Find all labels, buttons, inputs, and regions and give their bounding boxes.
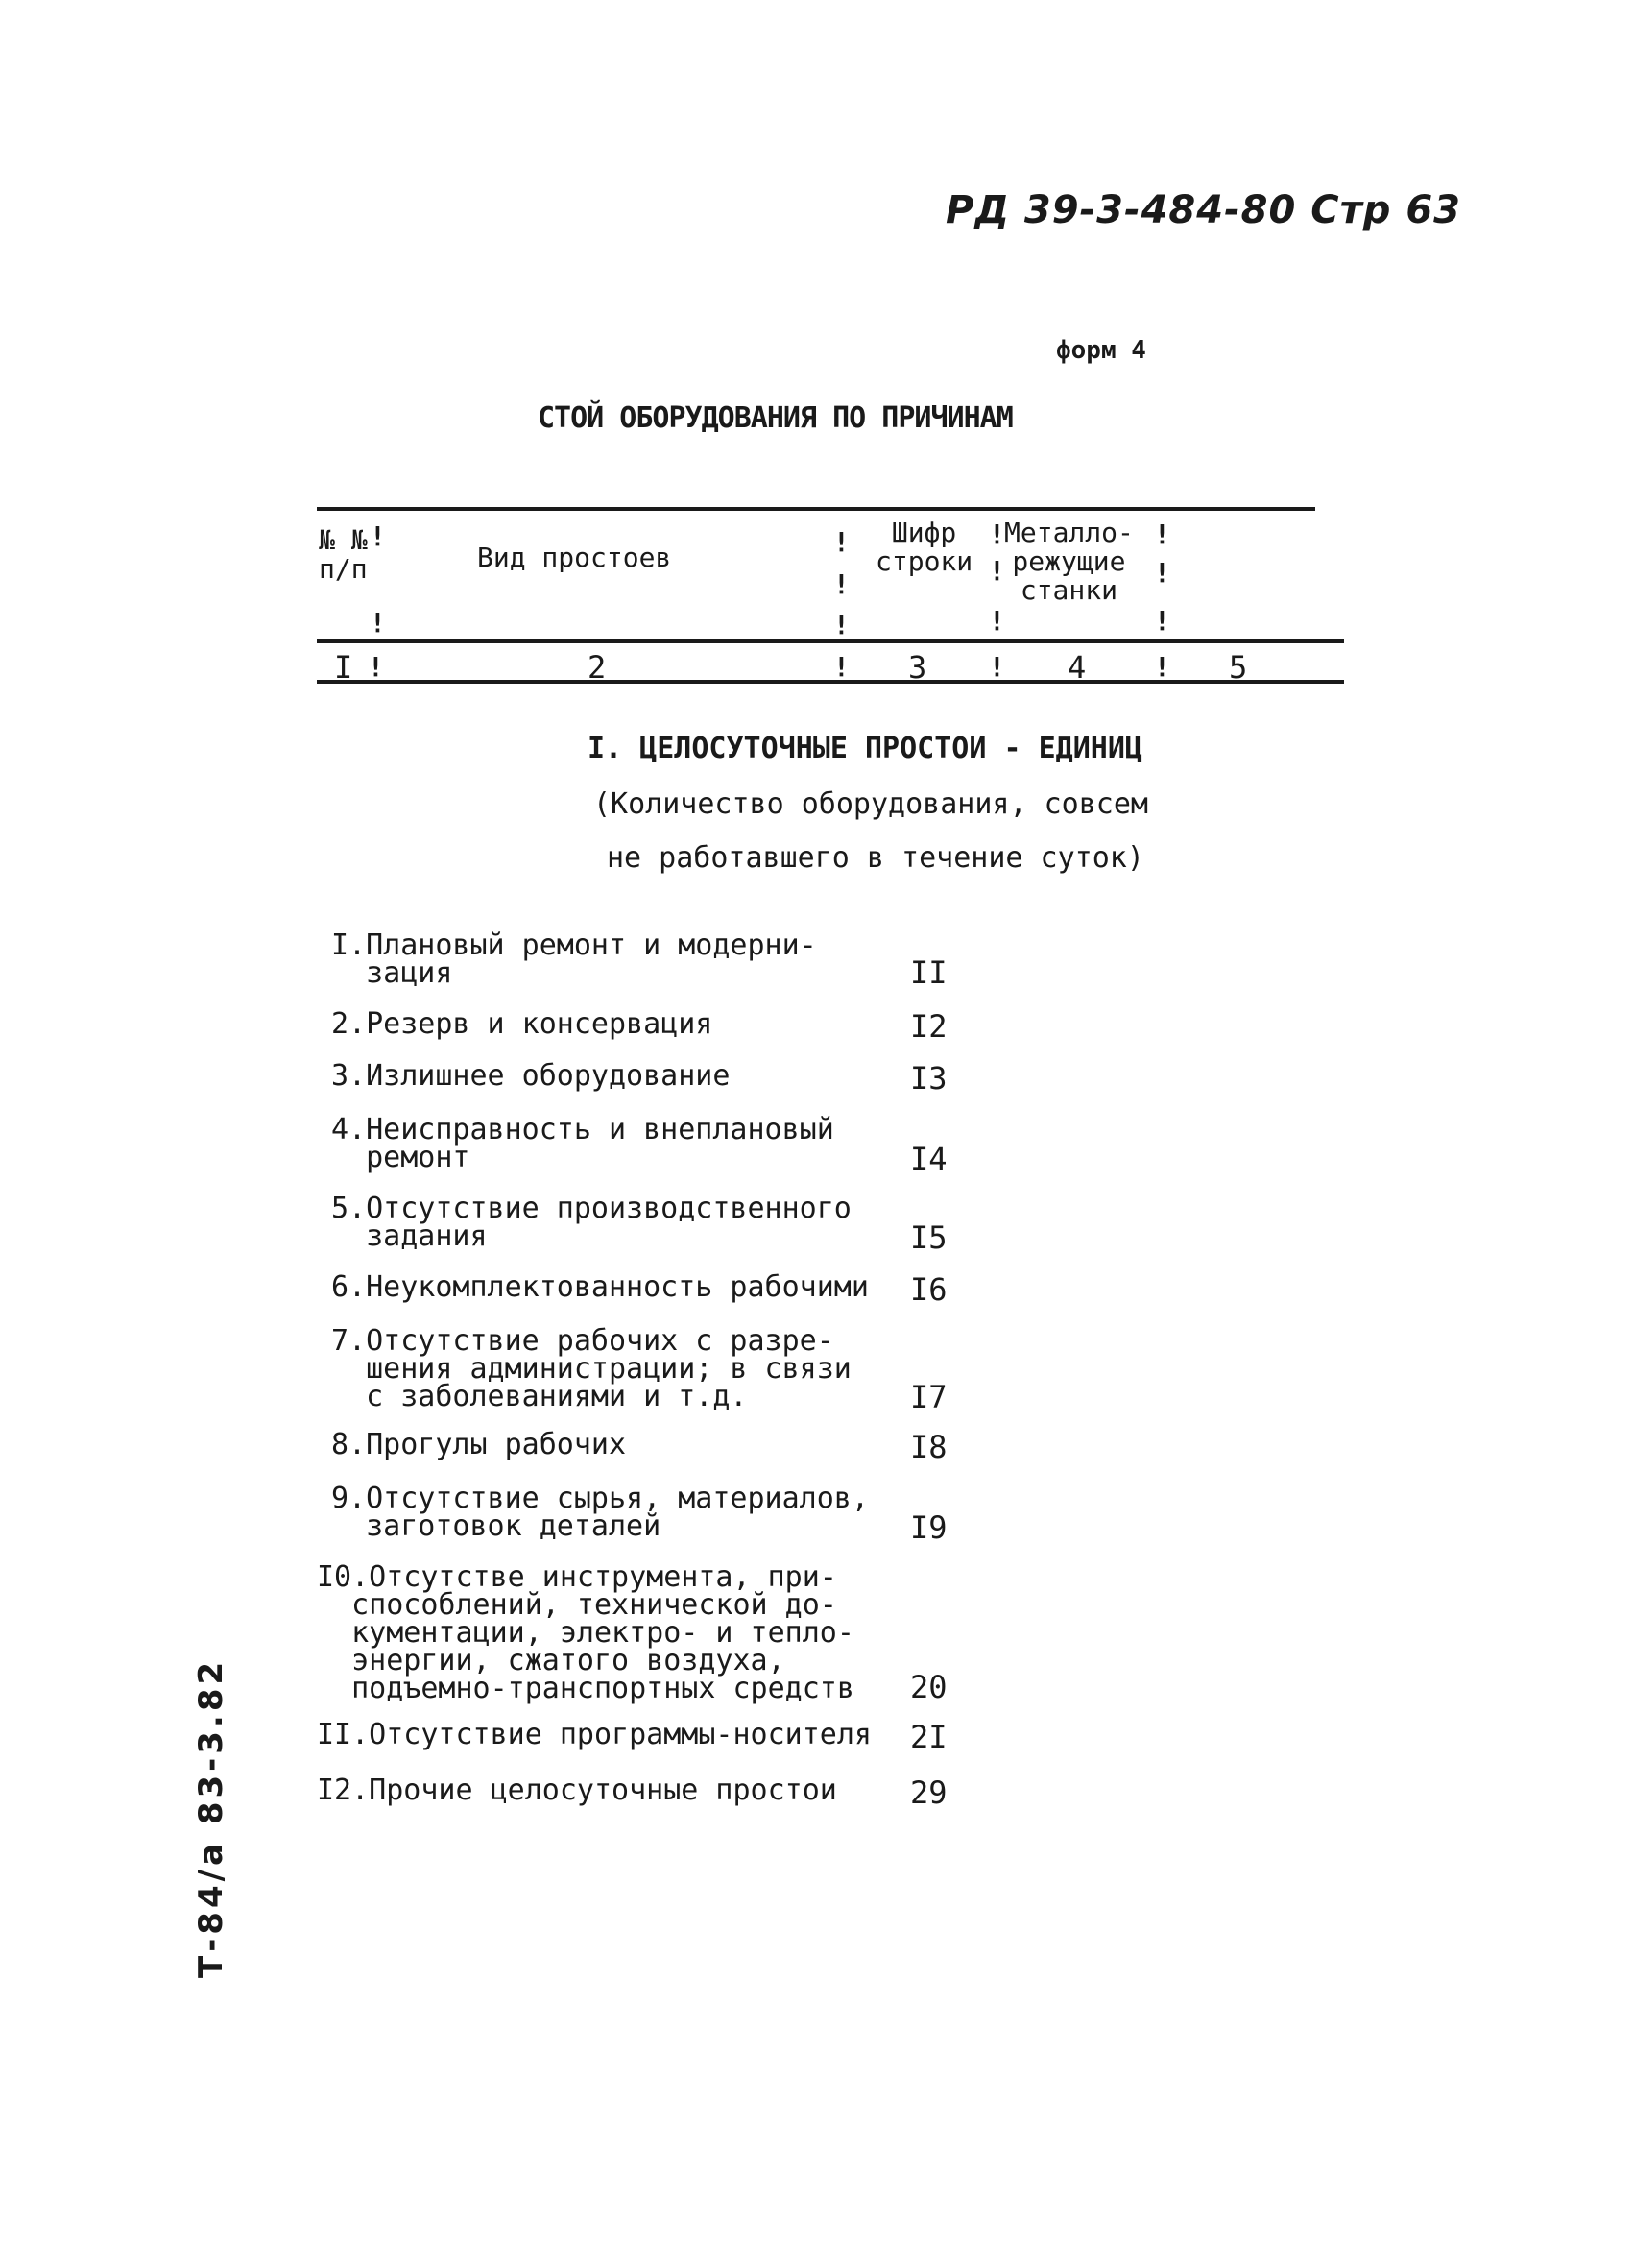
table-row-label: 9.Отсутствие сырья, материалов, заготовок деталей (331, 1482, 869, 1543)
page-title: СТОЙ ОБОРУДОВАНИЯ ПО ПРИЧИНАМ (538, 401, 1013, 435)
table-row-label: I0.Отсутстве инструмента, при- способлений, технической до- кументации, электро- и тепло- энергии, сжатого воздуха, подъемно-транспортных средств (317, 1560, 854, 1705)
table-row-label: 3.Излишнее оборудование (331, 1059, 731, 1093)
separator: ! (989, 651, 1005, 683)
table-top-rule (317, 507, 1315, 511)
separator: ! (1154, 605, 1170, 637)
numbers-rule (317, 680, 1344, 684)
table-row-label: 5.Отсутствие производственного задания (331, 1192, 852, 1253)
column-number: 2 (588, 649, 607, 686)
separator: ! (1154, 519, 1170, 550)
table-row-label: 6.Неукомплектованность рабочими (331, 1270, 869, 1304)
table-row-code: I4 (910, 1141, 948, 1177)
table-row-label: 7.Отсутствие рабочих с разре- шения администрации; в связи с заболеваниями и т.д. (331, 1324, 852, 1413)
table-row-label: 2.Резерв и консервация (331, 1007, 713, 1041)
separator: ! (989, 519, 1005, 550)
header-col-code: Шифр строки (876, 517, 973, 577)
separator: ! (368, 651, 384, 683)
table-row-code: 29 (910, 1774, 948, 1811)
section-title: I. ЦЕЛОСУТОЧНЫЕ ПРОСТОИ - ЕДИНИЦ (588, 732, 1142, 765)
section-subtitle: (Количество оборудования, совсем (593, 787, 1148, 821)
separator: ! (989, 555, 1005, 587)
separator: ! (1154, 557, 1170, 589)
separator: ! (370, 520, 386, 552)
section-subtitle: не работавшего в течение суток) (607, 841, 1144, 875)
table-row-label: I2.Прочие целосуточные простои (317, 1773, 837, 1807)
form-label: форм 4 (1056, 336, 1146, 365)
separator: ! (989, 605, 1005, 637)
header-col-number: № № п/п (319, 524, 368, 585)
table-row-code: I2 (910, 1008, 948, 1045)
separator: ! (1154, 651, 1170, 683)
separator: ! (833, 568, 850, 600)
header-col-kind: Вид простоев (477, 542, 672, 573)
table-row-code: II (910, 954, 948, 991)
separator: ! (833, 609, 850, 640)
table-row-label: 4.Неисправность и внеплановый ремонт (331, 1113, 834, 1174)
column-number: 5 (1229, 649, 1248, 686)
table-row-code: 2I (910, 1719, 948, 1755)
header-col-machines: Металло- режущие станки (1004, 517, 1134, 606)
table-row-label: 8.Прогулы рабочих (331, 1428, 627, 1461)
header-rule (317, 639, 1344, 643)
column-number: 4 (1068, 649, 1087, 686)
table-row-label: I.Плановый ремонт и модерни- зация (331, 929, 817, 990)
table-row-code: I8 (910, 1429, 948, 1465)
separator: ! (370, 607, 386, 639)
table-row-code: I7 (910, 1379, 948, 1415)
table-row-code: I9 (910, 1509, 948, 1546)
table-row-code: I3 (910, 1060, 948, 1097)
document-code: РД 39-3-484-80 Стр 63 (946, 188, 1462, 232)
column-number: I (334, 649, 353, 686)
table-row-code: I6 (910, 1271, 948, 1308)
margin-note: Т-84/а 83-3.82 (192, 1657, 230, 1978)
separator: ! (833, 651, 850, 683)
table-row-code: 20 (910, 1669, 948, 1705)
column-number: 3 (908, 649, 927, 686)
separator: ! (833, 526, 850, 558)
table-row-code: I5 (910, 1219, 948, 1256)
table-row-label: II.Отсутствие программы-носителя (317, 1718, 872, 1751)
